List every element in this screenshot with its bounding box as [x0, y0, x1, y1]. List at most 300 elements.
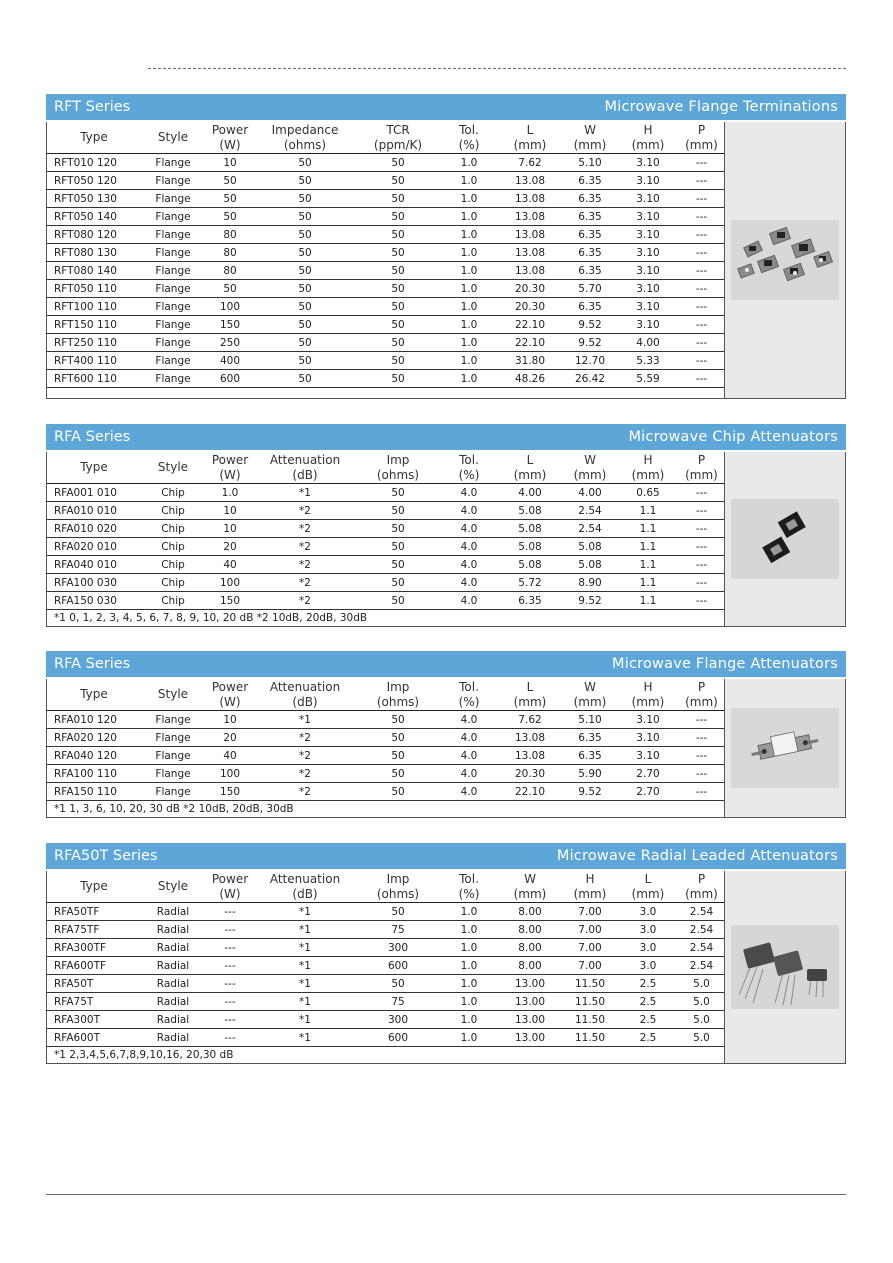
- table-cell: 2.54: [563, 502, 617, 520]
- table-cell: Radial: [141, 1011, 205, 1029]
- section-header: [46, 651, 846, 679]
- part-number-cell: RFA020 010: [47, 538, 141, 556]
- table-cell: 6.35: [497, 592, 563, 610]
- table-row: [47, 484, 724, 502]
- table-cell: 13.00: [497, 993, 563, 1011]
- table-cell: 50: [355, 783, 441, 801]
- table-cell: 3.10: [617, 298, 679, 316]
- table-row: [47, 1011, 724, 1029]
- table-cell: 5.0: [679, 975, 724, 993]
- table-cell: 50: [255, 262, 355, 280]
- column-header: Power (W): [205, 122, 255, 154]
- table-cell: 4.00: [617, 334, 679, 352]
- table-cell: ---: [679, 226, 724, 244]
- chip-attenuators-photo: [731, 499, 839, 579]
- table-row: [47, 903, 724, 921]
- rfa50t-section: [46, 843, 846, 1064]
- footnote: *1 0, 1, 2, 3, 4, 5, 6, 7, 8, 9, 10, 20 dB *2 10dB, 20dB, 30dB: [54, 612, 368, 624]
- table-cell: 50: [355, 729, 441, 747]
- table-cell: 50: [355, 574, 441, 592]
- table-cell: 50: [355, 226, 441, 244]
- table-cell: 3.10: [617, 316, 679, 334]
- table-cell: 3.10: [617, 747, 679, 765]
- table-cell: Chip: [141, 538, 205, 556]
- column-header: Tol. (%): [441, 679, 497, 711]
- table-cell: 3.10: [617, 226, 679, 244]
- table-cell: 50: [255, 190, 355, 208]
- table-cell: 50: [355, 280, 441, 298]
- table-cell: ---: [205, 903, 255, 921]
- table-cell: 1.1: [617, 592, 679, 610]
- series-title: RFA Series: [54, 656, 131, 672]
- table-cell: *1: [255, 921, 355, 939]
- table-cell: 8.00: [497, 921, 563, 939]
- table-cell: 1.1: [617, 574, 679, 592]
- table-cell: 20: [205, 538, 255, 556]
- table-cell: 50: [355, 262, 441, 280]
- table-cell: 4.0: [441, 592, 497, 610]
- table-cell: 1.0: [441, 226, 497, 244]
- table-cell: 20.30: [497, 298, 563, 316]
- table-row: [47, 921, 724, 939]
- column-header: H (mm): [617, 122, 679, 154]
- table-cell: 9.52: [563, 783, 617, 801]
- table-cell: ---: [679, 520, 724, 538]
- table-row: [47, 729, 724, 747]
- table-header-row: [47, 122, 724, 154]
- table-cell: 13.08: [497, 729, 563, 747]
- table-cell: ---: [679, 538, 724, 556]
- table-cell: ---: [205, 993, 255, 1011]
- table-cell: *1: [255, 484, 355, 502]
- column-header: Type: [47, 452, 141, 484]
- table-cell: 13.08: [497, 262, 563, 280]
- table-cell: 4.00: [497, 484, 563, 502]
- table-cell: ---: [679, 244, 724, 262]
- flange-attenuators-photo: [731, 708, 839, 788]
- table-cell: 50: [205, 280, 255, 298]
- rfa-flange-section: [46, 651, 846, 818]
- table-cell: Flange: [141, 280, 205, 298]
- table-cell: Chip: [141, 574, 205, 592]
- table-cell: ---: [679, 262, 724, 280]
- table-row: [47, 975, 724, 993]
- table-cell: 13.08: [497, 208, 563, 226]
- part-number-cell: RFA300TF: [47, 939, 141, 957]
- table-cell: ---: [205, 1029, 255, 1047]
- column-header: Type: [47, 871, 141, 903]
- table-cell: 5.08: [497, 520, 563, 538]
- table-cell: 8.00: [497, 903, 563, 921]
- table-cell: 6.35: [563, 747, 617, 765]
- column-header: W (mm): [497, 871, 563, 903]
- table-cell: 50: [255, 172, 355, 190]
- table-cell: Flange: [141, 711, 205, 729]
- table-cell: 6.35: [563, 208, 617, 226]
- table-cell: 0.65: [617, 484, 679, 502]
- table-cell: 50: [355, 244, 441, 262]
- table-cell: 13.00: [497, 1029, 563, 1047]
- table-cell: ---: [679, 592, 724, 610]
- table-cell: 2.54: [679, 957, 724, 975]
- table-cell: 4.0: [441, 747, 497, 765]
- table-cell: 11.50: [563, 993, 617, 1011]
- table-row: [47, 939, 724, 957]
- table-cell: 50: [255, 154, 355, 172]
- table-row: [47, 957, 724, 975]
- column-header: TCR (ppm/K): [355, 122, 441, 154]
- column-header: L (mm): [497, 452, 563, 484]
- table-cell: 13.08: [497, 747, 563, 765]
- table-cell: 50: [355, 370, 441, 388]
- table-cell: 7.00: [563, 939, 617, 957]
- table-cell: ---: [679, 352, 724, 370]
- table-row: [47, 765, 724, 783]
- table-cell: 75: [355, 993, 441, 1011]
- part-number-cell: RFA010 120: [47, 711, 141, 729]
- table-cell: 5.08: [497, 538, 563, 556]
- column-header: Tol. (%): [441, 871, 497, 903]
- part-number-cell: RFT010 120: [47, 154, 141, 172]
- table-cell: Flange: [141, 226, 205, 244]
- table-cell: 50: [355, 298, 441, 316]
- table-cell: 5.08: [497, 556, 563, 574]
- part-number-cell: RFT400 110: [47, 352, 141, 370]
- table-cell: 80: [205, 262, 255, 280]
- table-cell: ---: [679, 574, 724, 592]
- column-header: H (mm): [617, 452, 679, 484]
- table-cell: Chip: [141, 556, 205, 574]
- column-header: L (mm): [617, 871, 679, 903]
- table-cell: Flange: [141, 729, 205, 747]
- table-cell: 5.08: [563, 538, 617, 556]
- table-cell: 100: [205, 298, 255, 316]
- table-cell: Radial: [141, 939, 205, 957]
- part-number-cell: RFT050 140: [47, 208, 141, 226]
- table-cell: 1.0: [441, 957, 497, 975]
- table-cell: 1.0: [441, 244, 497, 262]
- table-cell: 2.54: [679, 939, 724, 957]
- table-cell: ---: [679, 711, 724, 729]
- table-cell: 6.35: [563, 298, 617, 316]
- footnote: *1 1, 3, 6, 10, 20, 30 dB *2 10dB, 20dB, 30dB: [54, 803, 294, 815]
- table-cell: 22.10: [497, 783, 563, 801]
- table-header-row: [47, 679, 724, 711]
- table-cell: 3.10: [617, 729, 679, 747]
- table-cell: 50: [355, 190, 441, 208]
- table-cell: 1.1: [617, 502, 679, 520]
- table-cell: 2.5: [617, 1011, 679, 1029]
- table-cell: 50: [355, 903, 441, 921]
- footnote-row: [47, 1047, 724, 1064]
- table-row: [47, 520, 724, 538]
- table-cell: 8.90: [563, 574, 617, 592]
- table-cell: 50: [355, 711, 441, 729]
- table-cell: 50: [355, 520, 441, 538]
- table-cell: 10: [205, 711, 255, 729]
- column-header: Tol. (%): [441, 122, 497, 154]
- table-cell: 1.0: [205, 484, 255, 502]
- table-cell: *2: [255, 783, 355, 801]
- category-title: Microwave Flange Attenuators: [612, 656, 838, 672]
- part-number-cell: RFT080 140: [47, 262, 141, 280]
- column-header: P (mm): [679, 122, 724, 154]
- table-cell: 1.0: [441, 316, 497, 334]
- table-cell: 5.08: [497, 502, 563, 520]
- table-cell: Flange: [141, 190, 205, 208]
- part-number-cell: RFT600 110: [47, 370, 141, 388]
- table-row: [47, 502, 724, 520]
- column-header: Attenuation (dB): [255, 452, 355, 484]
- column-header: Attenuation (dB): [255, 679, 355, 711]
- table-cell: 10: [205, 154, 255, 172]
- table-cell: 50: [355, 208, 441, 226]
- table-cell: 20: [205, 729, 255, 747]
- table-cell: Chip: [141, 484, 205, 502]
- table-cell: 50: [355, 334, 441, 352]
- table-cell: 6.35: [563, 226, 617, 244]
- radial-leaded-attenuators-photo: [731, 925, 839, 1009]
- table-cell: 5.10: [563, 711, 617, 729]
- table-cell: 3.0: [617, 921, 679, 939]
- part-number-cell: RFA001 010: [47, 484, 141, 502]
- table-cell: 7.62: [497, 154, 563, 172]
- top-dashed-rule: [148, 68, 846, 69]
- product-image-cell: [724, 871, 845, 1063]
- table-cell: Flange: [141, 154, 205, 172]
- table-cell: 50: [355, 538, 441, 556]
- table-cell: 13.08: [497, 172, 563, 190]
- table-cell: 80: [205, 244, 255, 262]
- table-row: [47, 574, 724, 592]
- column-header: Type: [47, 122, 141, 154]
- table-cell: *1: [255, 993, 355, 1011]
- table-cell: 22.10: [497, 334, 563, 352]
- table-cell: Radial: [141, 975, 205, 993]
- table-row: [47, 208, 724, 226]
- table-cell: 4.00: [563, 484, 617, 502]
- table-cell: ---: [679, 190, 724, 208]
- table-cell: 80: [205, 226, 255, 244]
- table-cell: 1.0: [441, 1011, 497, 1029]
- table-cell: 6.35: [563, 190, 617, 208]
- rft-section: [46, 94, 846, 399]
- table-cell: 50: [355, 747, 441, 765]
- table-cell: 50: [255, 370, 355, 388]
- table-row: [47, 262, 724, 280]
- table-cell: 600: [355, 957, 441, 975]
- column-header: Imp (ohms): [355, 452, 441, 484]
- table-row: [47, 244, 724, 262]
- table-cell: 50: [355, 172, 441, 190]
- table-cell: 1.0: [441, 939, 497, 957]
- table-cell: 1.0: [441, 993, 497, 1011]
- flange-terminations-photo: [731, 220, 839, 300]
- table-cell: 1.0: [441, 262, 497, 280]
- part-number-cell: RFA150 030: [47, 592, 141, 610]
- table-cell: 4.0: [441, 574, 497, 592]
- column-header: Imp (ohms): [355, 871, 441, 903]
- table-row: [47, 154, 724, 172]
- table-cell: 9.52: [563, 592, 617, 610]
- table-cell: Flange: [141, 783, 205, 801]
- column-header: L (mm): [497, 679, 563, 711]
- part-number-cell: RFA50TF: [47, 903, 141, 921]
- table-cell: 6.35: [563, 729, 617, 747]
- table-cell: 6.35: [563, 244, 617, 262]
- part-number-cell: RFA010 010: [47, 502, 141, 520]
- table-cell: 1.0: [441, 280, 497, 298]
- table-cell: 4.0: [441, 484, 497, 502]
- table-cell: *2: [255, 520, 355, 538]
- category-title: Microwave Radial Leaded Attenuators: [556, 848, 838, 864]
- table-cell: 50: [205, 172, 255, 190]
- table-cell: 50: [255, 298, 355, 316]
- table-cell: 1.0: [441, 154, 497, 172]
- column-header: Style: [141, 452, 205, 484]
- table-cell: ---: [205, 939, 255, 957]
- column-header: Type: [47, 679, 141, 711]
- table-cell: ---: [679, 370, 724, 388]
- table-cell: 50: [205, 190, 255, 208]
- bottom-rule: [46, 1194, 846, 1195]
- table-cell: 600: [355, 1029, 441, 1047]
- series-title: RFA Series: [54, 429, 131, 445]
- part-number-cell: RFT050 110: [47, 280, 141, 298]
- table-row: [47, 370, 724, 388]
- spacer-row: [47, 388, 724, 399]
- part-number-cell: RFA040 010: [47, 556, 141, 574]
- table-cell: *2: [255, 747, 355, 765]
- table-cell: Flange: [141, 352, 205, 370]
- table-header-row: [47, 452, 724, 484]
- footnote-row: [47, 801, 724, 818]
- table-cell: Flange: [141, 172, 205, 190]
- column-header: P (mm): [679, 452, 724, 484]
- table-cell: 1.0: [441, 298, 497, 316]
- table-cell: ---: [679, 208, 724, 226]
- spec-table: [47, 679, 724, 817]
- table-cell: 50: [205, 208, 255, 226]
- table-cell: ---: [205, 1011, 255, 1029]
- column-header: Tol. (%): [441, 452, 497, 484]
- table-cell: 3.10: [617, 154, 679, 172]
- table-cell: Flange: [141, 208, 205, 226]
- table-cell: 4.0: [441, 729, 497, 747]
- table-cell: 1.0: [441, 921, 497, 939]
- table-cell: 50: [255, 226, 355, 244]
- table-cell: 1.0: [441, 352, 497, 370]
- table-cell: Radial: [141, 1029, 205, 1047]
- table-cell: Chip: [141, 502, 205, 520]
- table-cell: 3.10: [617, 172, 679, 190]
- table-cell: 150: [205, 783, 255, 801]
- table-cell: 50: [255, 334, 355, 352]
- table-cell: ---: [679, 502, 724, 520]
- table-cell: 40: [205, 747, 255, 765]
- table-cell: 2.54: [563, 520, 617, 538]
- table-cell: ---: [205, 975, 255, 993]
- table-cell: 11.50: [563, 1029, 617, 1047]
- table-cell: ---: [205, 921, 255, 939]
- table-row: [47, 711, 724, 729]
- table-cell: 5.72: [497, 574, 563, 592]
- footnote-row: [47, 610, 724, 627]
- table-cell: 1.1: [617, 556, 679, 574]
- column-header: L (mm): [497, 122, 563, 154]
- table-cell: *1: [255, 711, 355, 729]
- table-cell: ---: [679, 747, 724, 765]
- table-cell: Flange: [141, 765, 205, 783]
- table-cell: 2.54: [679, 903, 724, 921]
- table-cell: ---: [679, 334, 724, 352]
- table-cell: ---: [679, 316, 724, 334]
- table-cell: *2: [255, 592, 355, 610]
- table-cell: 50: [355, 502, 441, 520]
- table-cell: 1.1: [617, 538, 679, 556]
- table-cell: 3.10: [617, 190, 679, 208]
- table-cell: 3.10: [617, 262, 679, 280]
- product-image-cell: [724, 679, 845, 817]
- table-cell: 1.0: [441, 172, 497, 190]
- table-cell: 3.0: [617, 903, 679, 921]
- table-cell: 600: [205, 370, 255, 388]
- series-title: RFA50T Series: [54, 848, 158, 864]
- part-number-cell: RFA75TF: [47, 921, 141, 939]
- table-cell: 50: [255, 352, 355, 370]
- part-number-cell: RFT050 120: [47, 172, 141, 190]
- table-cell: 2.5: [617, 993, 679, 1011]
- table-cell: 10: [205, 502, 255, 520]
- table-cell: 50: [355, 484, 441, 502]
- table-cell: 5.0: [679, 1011, 724, 1029]
- table-cell: Radial: [141, 903, 205, 921]
- table-cell: ---: [679, 484, 724, 502]
- table-cell: 2.70: [617, 783, 679, 801]
- table-cell: Flange: [141, 370, 205, 388]
- table-cell: 13.08: [497, 244, 563, 262]
- table-cell: 50: [355, 556, 441, 574]
- table-cell: 300: [355, 1011, 441, 1029]
- column-header: H (mm): [563, 871, 617, 903]
- table-cell: 2.5: [617, 975, 679, 993]
- table-cell: 50: [255, 280, 355, 298]
- table-cell: 250: [205, 334, 255, 352]
- column-header: P (mm): [679, 871, 724, 903]
- table-cell: 1.0: [441, 208, 497, 226]
- table-cell: 75: [355, 921, 441, 939]
- table-cell: 31.80: [497, 352, 563, 370]
- table-cell: 4.0: [441, 783, 497, 801]
- column-header: W (mm): [563, 679, 617, 711]
- part-number-cell: RFA020 120: [47, 729, 141, 747]
- table-cell: Radial: [141, 993, 205, 1011]
- part-number-cell: RFA600T: [47, 1029, 141, 1047]
- column-header: Impedance (ohms): [255, 122, 355, 154]
- table-cell: 7.00: [563, 903, 617, 921]
- table-row: [47, 352, 724, 370]
- section-header: [46, 843, 846, 871]
- table-cell: 11.50: [563, 1011, 617, 1029]
- table-cell: 5.10: [563, 154, 617, 172]
- part-number-cell: RFA010 020: [47, 520, 141, 538]
- table-cell: 5.90: [563, 765, 617, 783]
- section-header: [46, 424, 846, 452]
- table-cell: 4.0: [441, 502, 497, 520]
- table-cell: *2: [255, 556, 355, 574]
- product-image-cell: [724, 122, 845, 398]
- table-header-row: [47, 871, 724, 903]
